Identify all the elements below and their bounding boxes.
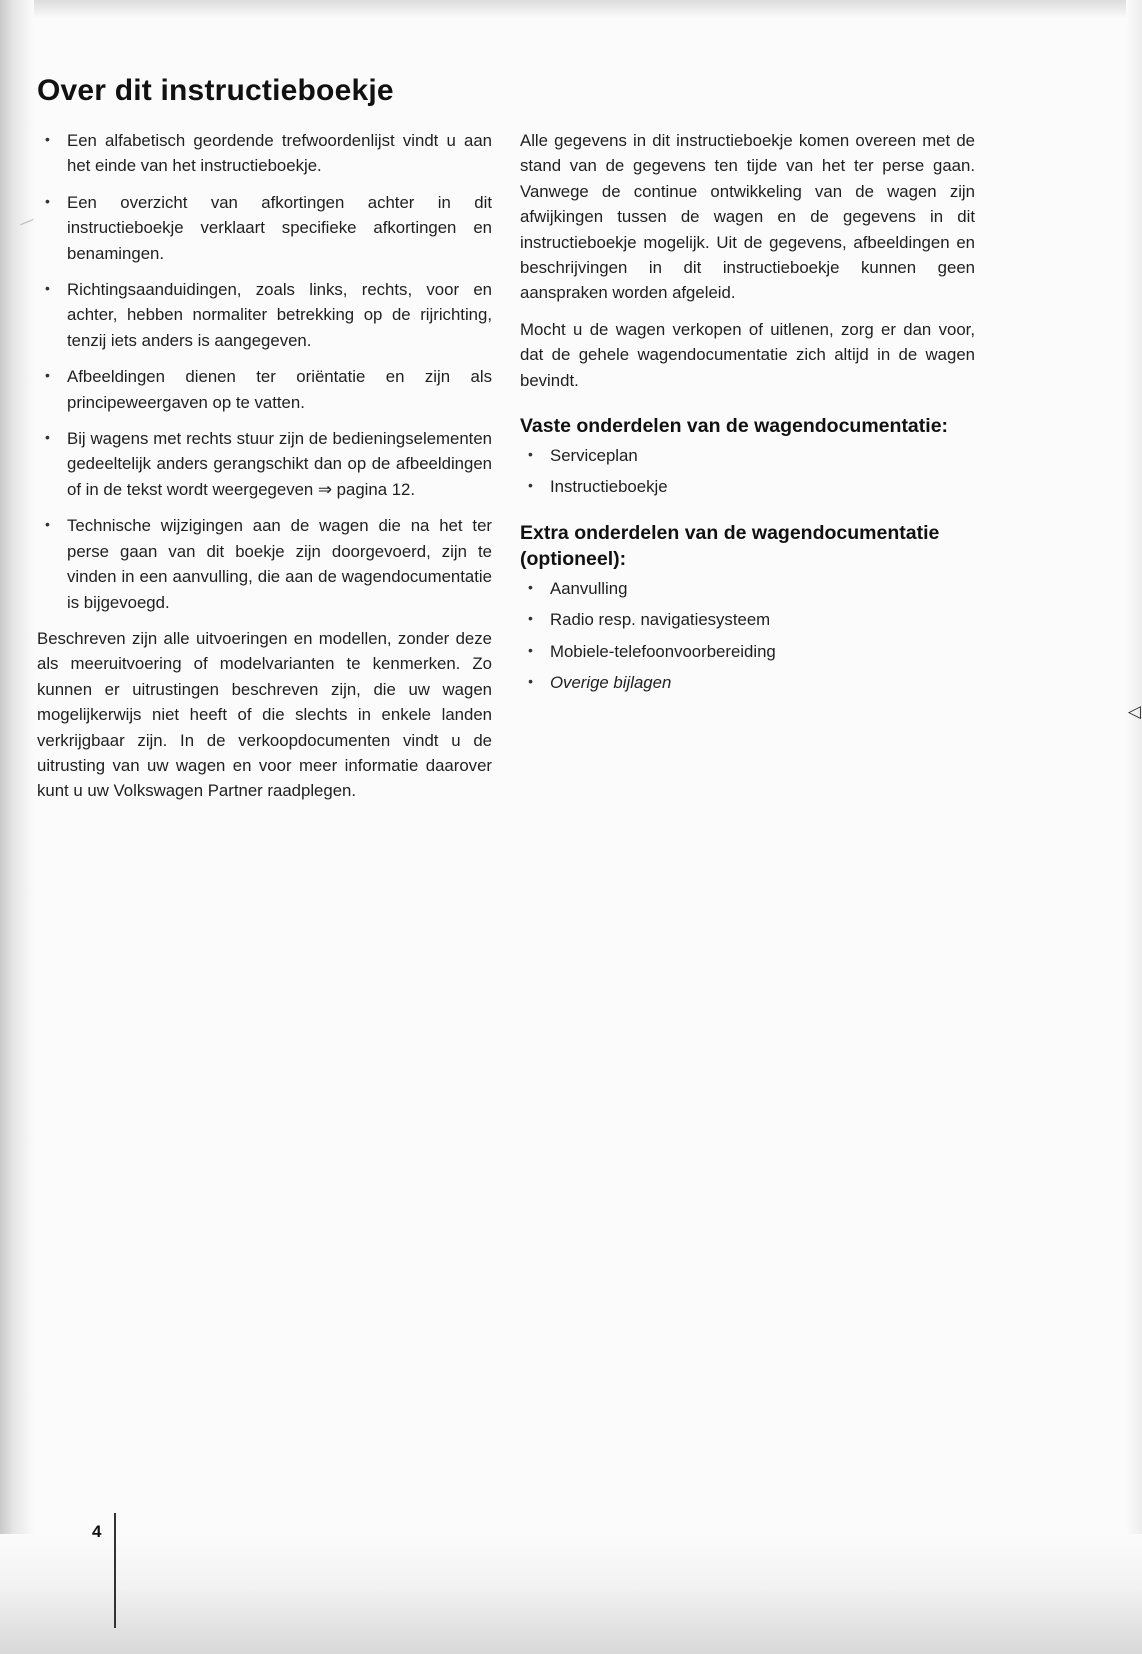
left-text-column	[37, 128, 492, 804]
page-number: 4	[92, 1522, 102, 1541]
list-item: • Een alfabetisch geordende trefwoordenlijst vindt u aan het einde van het instructieboekje.	[37, 128, 492, 179]
list-item: • Aanvulling	[520, 576, 975, 601]
list-item: • Technische wijzigingen aan de wagen die na het ter perse gaan van dit boekje zijn doorgevoerd, zijn te vinden in een aanvulling, die aan de wagendocumentatie is bijgevoegd.	[37, 513, 492, 615]
section-heading-fixed-parts: Vaste onderdelen van de wagendocumentatie:	[520, 415, 949, 438]
list-item: • Mobiele-telefoonvoorbereiding	[520, 639, 975, 664]
list-item: • Serviceplan	[520, 443, 975, 468]
list-item: • Afbeeldingen dienen ter oriëntatie en zijn als principeweergaven op te vatten.	[37, 364, 492, 415]
list-item: • Radio resp. navigatiesysteem	[520, 607, 975, 632]
list-item: • Een overzicht van afkortingen achter in dit instructieboekje verklaart specifieke afkortingen en benamingen.	[37, 190, 492, 266]
page-title: Over dit instructieboekje	[37, 74, 394, 108]
left-bullet-list	[37, 128, 492, 615]
extra-parts-list	[520, 576, 975, 696]
fixed-parts-list	[520, 443, 975, 500]
list-item: • Richtingsaanduidingen, zoals links, rechts, voor en achter, hebben normaliter betrekking op de rijrichting, tenzij iets anders is aangegeven.	[37, 277, 492, 353]
right-paragraph-1: Alle gegevens in dit instructieboekje komen overeen met de stand van de gegevens ten tijde van het ter perse gaan. Vanwege de continue ontwikkeling van de wagen zijn afwijkingen tussen de wagen en de gegevens in dit instructieboekje mogelijk. Uit de gegevens, afbeeldingen en beschrijvingen in dit instructieboekje kunnen geen aanspraken worden afgeleid.	[520, 131, 975, 303]
list-item: • Instructieboekje	[520, 474, 975, 499]
left-closing-paragraph: Beschreven zijn alle uitvoeringen en modellen, zonder deze als meeruitvoering of modelvarianten te kenmerken. Zo kunnen er uitrustingen beschreven zijn, die uw wagen mogelijkerwijs niet heeft of die slechts in enkele landen verkrijgbaar zijn. In de verkoopdocumenten vindt u de uitrusting van uw wagen en voor meer informatie daarover kunt u uw Volkswagen Partner raadplegen.	[37, 628, 492, 801]
right-paragraph-2: Mocht u de wagen verkopen of uitlenen, zorg er dan voor, dat de gehele wagendocumentatie zich altijd in de wagen bevindt.	[520, 319, 975, 390]
page-footer-rule	[114, 1513, 116, 1628]
section-end-marker-icon: ◁	[1127, 702, 1141, 721]
list-item: • Bij wagens met rechts stuur zijn de bedieningselementen gedeeltelijk anders gerangschikt dan op de afbeeldingen of in de tekst wordt weergegeven ⇒ pagina 12.	[37, 426, 492, 502]
right-text-column	[520, 128, 975, 710]
list-item: • Overige bijlagen	[520, 670, 975, 695]
section-heading-extra-parts: Extra onderdelen van de wagendocumentatie (optioneel):	[520, 521, 940, 570]
